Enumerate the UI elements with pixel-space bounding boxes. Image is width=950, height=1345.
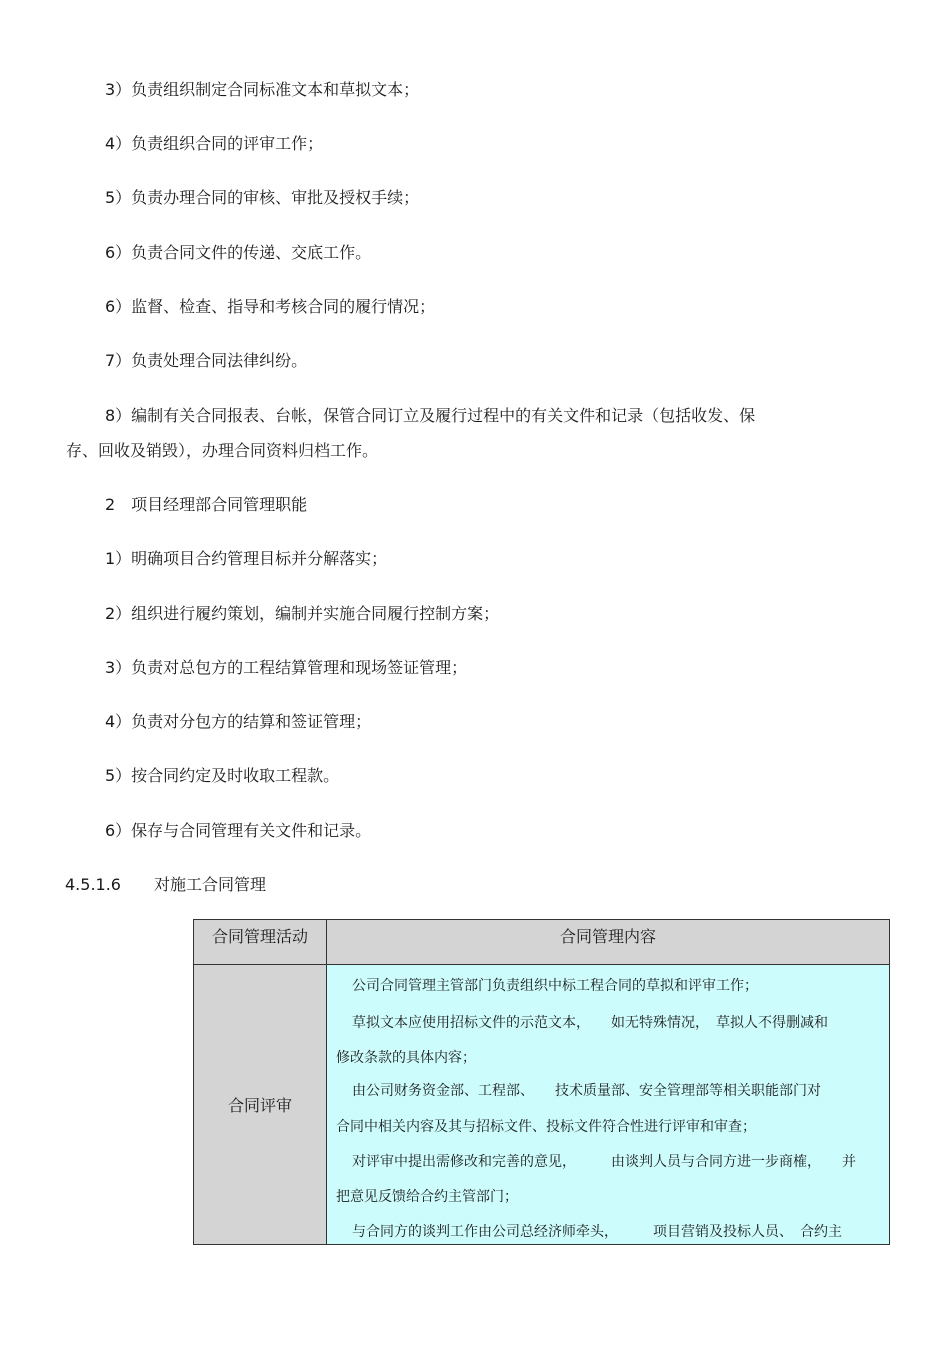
paragraph-line: 3）负责对总包方的工程结算管理和现场签证管理； <box>105 658 468 677</box>
cell-line: 把意见反馈给合约主管部门； <box>336 1189 518 1205</box>
paragraph-line: 3）负责组织制定合同标准文本和草拟文本； <box>105 80 420 99</box>
row-label-text: 合同评审 <box>227 1096 292 1115</box>
paragraph-line: 存、回收及销毁），办理合同资料归档工作。 <box>66 441 379 460</box>
cell-line: 草拟文本应使用招标文件的示范文本， 如无特殊情况， 草拟人不得删减和 <box>352 1015 828 1031</box>
cell-line: 修改条款的具体内容； <box>336 1050 476 1066</box>
cell-line: 对评审中提出需修改和完善的意见， 由谈判人员与合同方进一步商榷， 并 <box>352 1154 856 1170</box>
table-row-label <box>194 965 327 1244</box>
cell-line: 合同中相关内容及其与招标文件、投标文件符合性进行评审和审查； <box>336 1119 756 1135</box>
section-number: 4.5.1.6 <box>65 875 121 894</box>
paragraph-line: 5）负责办理合同的审核、审批及授权手续； <box>105 188 420 207</box>
paragraph-line: 6）监督、检查、指导和考核合同的履行情况； <box>105 297 436 316</box>
paragraph-line: 4）负责组织合同的评审工作； <box>105 134 324 153</box>
paragraph-line: 6）保存与合同管理有关文件和记录。 <box>105 821 372 840</box>
cell-line: 与合同方的谈判工作由公司总经济师牵头， 项目营销及投标人员、 合约主 <box>352 1224 842 1240</box>
section-title: 对施工合同管理 <box>154 875 267 894</box>
paragraph-line: 2）组织进行履约策划，编制并实施合同履行控制方案； <box>105 604 500 623</box>
paragraph-line: 6）负责合同文件的传递、交底工作。 <box>105 243 372 262</box>
table-header-content: 合同管理内容 <box>327 920 889 965</box>
table-header-activity: 合同管理活动 <box>194 920 327 965</box>
paragraph-line: 1）明确项目合约管理目标并分解落实； <box>105 549 388 568</box>
paragraph-line: 4）负责对分包方的结算和签证管理； <box>105 712 372 731</box>
cell-line: 由公司财务资金部、工程部、 技术质量部、安全管理部等相关职能部门对 <box>352 1083 821 1099</box>
paragraph-line: 7）负责处理合同法律纠纷。 <box>105 351 308 370</box>
paragraph-line: 5）按合同约定及时收取工程款。 <box>105 766 340 785</box>
contract-management-table <box>193 919 890 1245</box>
cell-line: 公司合同管理主管部门负责组织中标工程合同的草拟和评审工作； <box>352 978 758 994</box>
table-content-cell <box>327 965 889 1244</box>
paragraph-line: 8）编制有关合同报表、台帐，保管合同订立及履行过程中的有关文件和记录（包括收发、保 <box>105 406 756 425</box>
subsection-heading: 2 项目经理部合同管理职能 <box>105 495 308 514</box>
